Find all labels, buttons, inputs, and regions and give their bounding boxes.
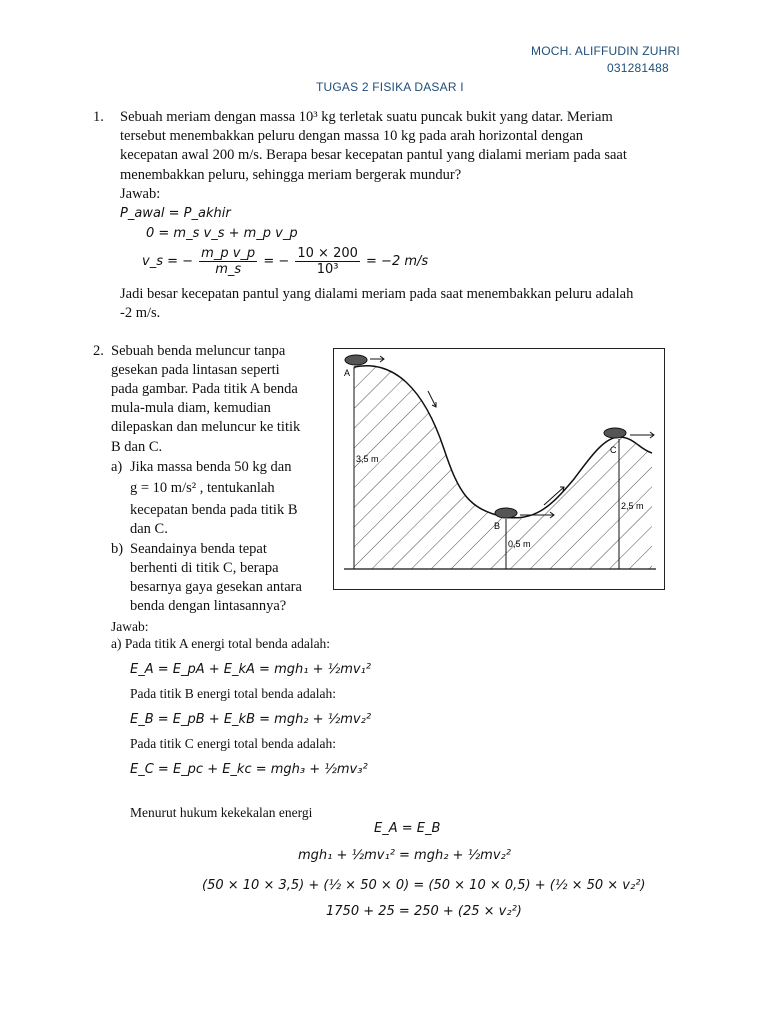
- eq-energy-c: E_C = E_pc + E_kc = mgh₃ + ½mv₃²: [130, 762, 368, 777]
- problem2-answer-label: Jawab:: [111, 619, 149, 634]
- hill-fill: [354, 366, 652, 569]
- problem2-line: Sebuah benda meluncur tanpa: [111, 343, 286, 359]
- part-a-line: g = 10 m/s² , tentukanlah: [130, 480, 275, 496]
- slope-diagram: [334, 349, 664, 589]
- problem1-number: 1.: [93, 109, 104, 125]
- eq3-num1: m_p v_p: [201, 246, 256, 261]
- eq-energy-a: E_A = E_pA + E_kA = mgh₁ + ½mv₁²: [130, 662, 371, 677]
- text-point-b: Pada titik B energi total benda adalah:: [130, 686, 336, 701]
- problem1-conclusion: Jadi besar kecepatan pantul yang dialami meriam pada saat menembakkan peluru adalah: [120, 286, 634, 302]
- problem2-number: 2.: [93, 343, 104, 359]
- arrow-slope-down: [428, 391, 436, 407]
- problem1-line: menembakkan peluru, sehingga meriam bergerak mundur?: [120, 167, 462, 183]
- eq3-lhs: v_s = −: [142, 254, 194, 269]
- eq3-frac1: [199, 246, 257, 277]
- document-title: TUGAS 2 FISIKA DASAR I: [316, 80, 464, 94]
- problem2-line: mula-mula diam, kemudian: [111, 400, 271, 416]
- problem2-line: pada gambar. Pada titik A benda: [111, 381, 298, 397]
- text-point-c: Pada titik C energi total benda adalah:: [130, 736, 336, 751]
- label-c: C: [610, 445, 617, 455]
- part-a-label: a): [111, 459, 123, 475]
- label-b: B: [494, 521, 501, 531]
- part-b-line: benda dengan lintasannya?: [130, 598, 287, 614]
- eq3-den1: m_s: [215, 262, 242, 277]
- part-b-line: besarnya gaya gesekan antara: [130, 579, 302, 595]
- author-name: MOCH. ALIFFUDIN ZUHRI: [531, 44, 680, 58]
- problem1-line: Sebuah meriam dengan massa 10³ kg terletak suatu puncak bukit yang datar. Meriam: [120, 109, 613, 125]
- problem1-eq2: 0 = m_s v_s + m_p v_p: [146, 226, 298, 241]
- eq3-num2: 10 × 200: [297, 246, 358, 261]
- eq3-mid: = −: [263, 254, 290, 269]
- part-a-line: kecepatan benda pada titik B: [130, 502, 298, 518]
- problem1-line: kecepatan awal 200 m/s. Berapa besar kecepatan pantul yang dialami meriam pada saat: [120, 147, 627, 163]
- arrow-a: [370, 356, 384, 362]
- part-a-line: dan C.: [130, 521, 168, 537]
- ball-a: [345, 355, 367, 365]
- part-b-line: Seandainya benda tepat: [130, 541, 267, 557]
- part-a-line: Jika massa benda 50 kg dan: [130, 459, 292, 475]
- height-label-b: 0,5 m: [508, 539, 531, 549]
- problem1-eq3: [142, 246, 428, 277]
- eq-conservation-1: E_A = E_B: [374, 821, 441, 836]
- answer-a-intro: a) Pada titik A energi total benda adalah:: [111, 636, 331, 651]
- problem1-answer-label: Jawab:: [120, 186, 161, 202]
- part-b-label: b): [111, 541, 124, 557]
- problem1-conclusion: -2 m/s.: [120, 305, 161, 321]
- arrow-c: [630, 432, 654, 438]
- height-label-c: 2,5 m: [621, 501, 644, 511]
- conservation-text: Menurut hukum kekekalan energi: [130, 805, 313, 820]
- eq3-rhs: = −2 m/s: [366, 254, 429, 269]
- ball-c: [604, 428, 626, 438]
- ball-b: [495, 508, 517, 518]
- problem2-line: B dan C.: [111, 439, 163, 455]
- eq-conservation-4: 1750 + 25 = 250 + (25 × v₂²): [326, 904, 522, 919]
- problem2-line: dilepaskan dan meluncur ke titik: [111, 419, 301, 435]
- eq-energy-b: E_B = E_pB + E_kB = mgh₂ + ½mv₂²: [130, 712, 372, 727]
- eq3-den2: 10³: [316, 262, 339, 277]
- height-label-a: 3,5 m: [356, 454, 379, 464]
- problem2-line: gesekan pada lintasan seperti: [111, 362, 280, 378]
- label-a: A: [344, 368, 351, 378]
- student-id: 031281488: [607, 61, 669, 75]
- problem1-line: tersebut menembakkan peluru dengan massa 10 kg pada arah horizontal dengan: [120, 128, 584, 144]
- slope-figure: [333, 348, 665, 590]
- eq3-frac2: [295, 246, 360, 277]
- eq-conservation-3: (50 × 10 × 3,5) + (½ × 50 × 0) = (50 × 10 × 0,5) + (½ × 50 × v₂²): [202, 878, 646, 893]
- part-b-line: berhenti di titik C, berapa: [130, 560, 279, 576]
- eq-conservation-2: mgh₁ + ½mv₁² = mgh₂ + ½mv₂²: [298, 848, 511, 863]
- problem1-eq1: P_awal = P_akhir: [120, 206, 231, 221]
